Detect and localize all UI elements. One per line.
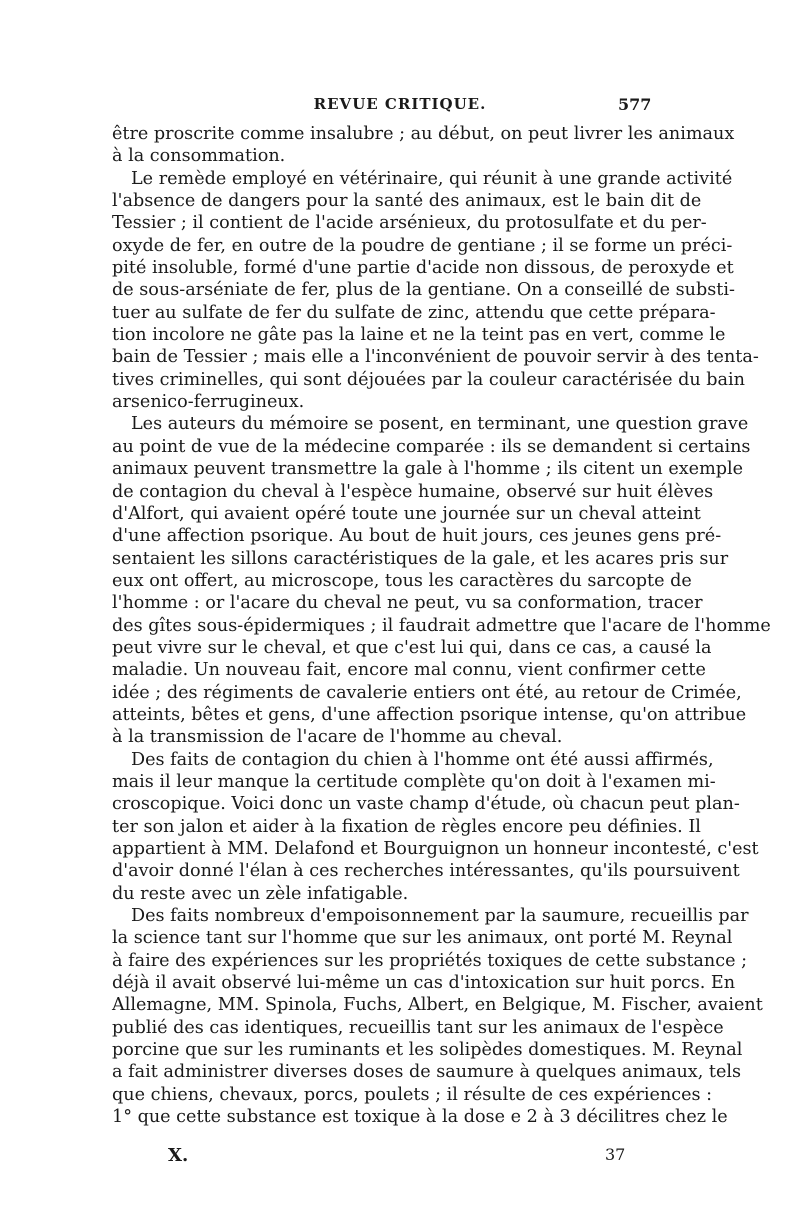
text-line: d'avoir donné l'élan à ces recherches intéressantes, qu'ils poursuivent	[112, 861, 740, 882]
text-line: du reste avec un zèle infatigable.	[112, 883, 409, 904]
text-line: Allemagne, MM. Spinola, Fuchs, Albert, en Belgique, M. Fischer, avaient	[112, 995, 763, 1016]
text-line: Le remède employé en vétérinaire, qui réunit à une grande activité	[131, 168, 733, 189]
text-line: Les auteurs du mémoire se posent, en terminant, une question grave	[131, 414, 749, 435]
text-line: maladie. Un nouveau fait, encore mal connu, vient confirmer cette	[112, 660, 706, 681]
text-line: eux ont offert, au microscope, tous les caractères du sarcopte de	[112, 570, 692, 591]
text-line: atteints, bêtes et gens, d'une affection psorique intense, qu'on attribue	[112, 704, 747, 725]
text-line: Des faits nombreux d'empoisonnement par la saumure, recueillis par	[131, 906, 749, 927]
text-line: appartient à MM. Delafond et Bourguignon un honneur incontesté, c'est	[112, 839, 759, 859]
text-line: Tessier ; il contient de l'acide arsénieux, du protosulfate et du per-	[112, 213, 707, 234]
text-line: tuer au sulfate de fer du sulfate de zinc, attendu que cette prépara-	[112, 302, 716, 323]
text-line: publié des cas identiques, recueillis tant sur les animaux de l'espèce	[112, 1017, 724, 1038]
text-line: d'Alfort, qui avaient opéré toute une journée sur un cheval atteint	[112, 503, 701, 524]
running-title: REVUE CRITIQUE.	[313, 95, 487, 113]
text-line: 1° que cette substance est toxique à la dose e 2 à 3 décilitres chez le	[112, 1107, 728, 1128]
text-line: idée ; des régiments de cavalerie entiers ont été, au retour de Crimée,	[112, 682, 742, 703]
text-line: arsenico-ferrugineux.	[112, 392, 305, 413]
text-line: ter son jalon et aider à la fixation de règles encore peu définies. Il	[112, 816, 701, 837]
text-line: la science tant sur l'homme que sur les animaux, ont porté M. Reynal	[112, 928, 733, 949]
text-line: peut vivre sur le cheval, et que c'est lui qui, dans ce cas, a causé la	[112, 637, 712, 658]
text-line: tives criminelles, qui sont déjouées par la couleur caractérisée du bain	[112, 369, 745, 390]
text-line: des gîtes sous-épidermiques ; il faudrait admettre que l'acare de l'homme	[112, 615, 771, 636]
text-line: bain de Tessier ; mais elle a l'inconvénient de pouvoir servir à des tenta-	[112, 347, 759, 368]
text-line: de contagion du cheval à l'espèce humaine, observé sur huit élèves	[112, 481, 714, 502]
text-line: a fait administrer diverses doses de saumure à quelques animaux, tels	[112, 1062, 742, 1083]
sheet-number: 37	[605, 1145, 626, 1164]
text-line: de sous-arséniate de fer, plus de la gentiane. On a conseillé de substi-	[112, 280, 735, 301]
body-text	[112, 123, 771, 1128]
text-line: Des faits de contagion du chien à l'homme ont été aussi affirmés,	[131, 749, 714, 770]
text-line: à la transmission de l'acare de l'homme au cheval.	[112, 727, 563, 748]
text-line: animaux peuvent transmettre la gale à l'homme ; ils citent un exemple	[112, 459, 744, 480]
text-line: à la consommation.	[112, 146, 286, 167]
text-line: l'absence de dangers pour la santé des animaux, est le bain dit de	[112, 191, 702, 212]
text-line: déjà il avait observé lui-même un cas d'intoxication sur huit porcs. En	[112, 973, 736, 994]
text-line: tion incolore ne gâte pas la laine et ne la teint pas en vert, comme le	[112, 325, 726, 346]
text-line: oxyde de fer, en outre de la poudre de gentiane ; il se forme un préci-	[112, 235, 733, 256]
text-line: l'homme : or l'acare du cheval ne peut, vu sa conformation, tracer	[112, 593, 703, 614]
text-line: sentaient les sillons caractéristiques de la gale, et les acares pris sur	[112, 548, 729, 569]
signature-mark: X.	[168, 1145, 189, 1166]
text-line: pité insoluble, formé d'une partie d'acide non dissous, de peroxyde et	[112, 258, 734, 279]
text-line: croscopique. Voici donc un vaste champ d'étude, où chacun peut plan-	[112, 794, 740, 815]
text-line: au point de vue de la médecine comparée : ils se demandent si certains	[112, 436, 751, 457]
text-line: être proscrite comme insalubre ; au début, on peut livrer les animaux	[112, 124, 735, 144]
text-line: que chiens, chevaux, porcs, poulets ; il résulte de ces expériences :	[112, 1084, 713, 1105]
page-number: 577	[618, 95, 652, 114]
text-line: porcine que sur les ruminants et les solipèdes domestiques. M. Reynal	[112, 1040, 743, 1061]
text-line: mais il leur manque la certitude complète qu'on doit à l'examen mi-	[112, 771, 716, 792]
text-line: d'une affection psorique. Au bout de huit jours, ces jeunes gens pré-	[112, 526, 722, 547]
text-line: à faire des expériences sur les propriétés toxiques de cette substance ;	[112, 950, 748, 971]
